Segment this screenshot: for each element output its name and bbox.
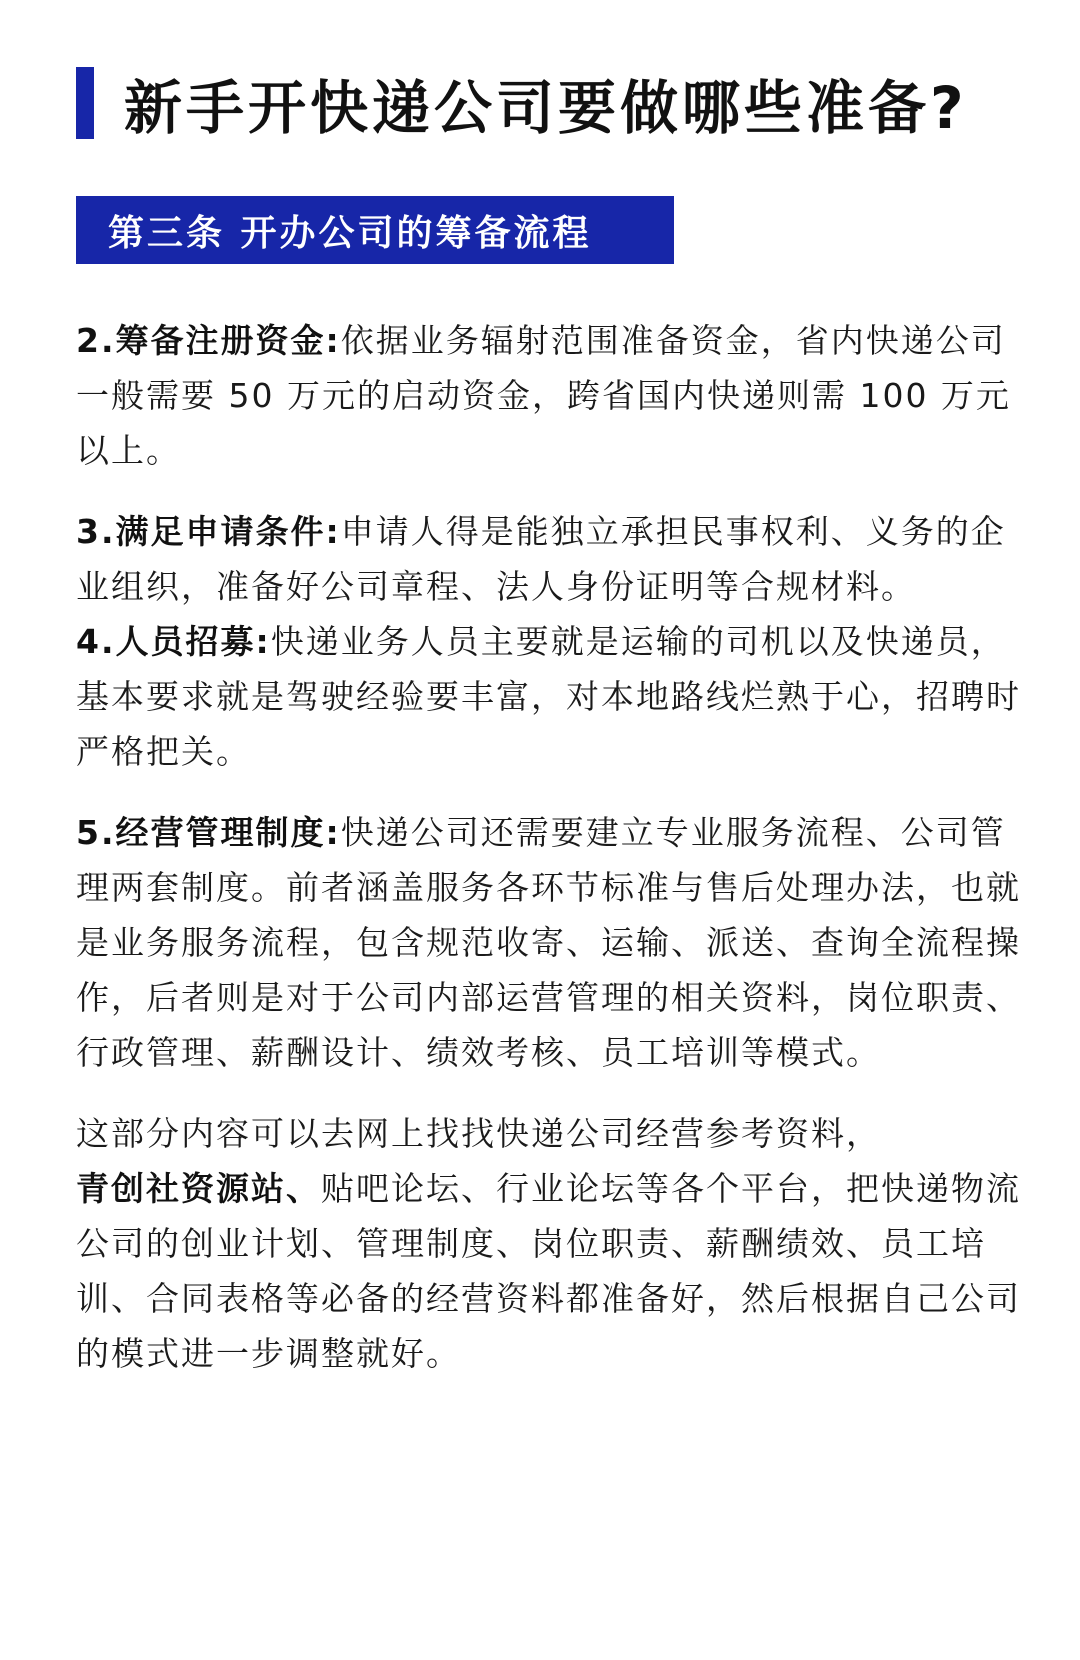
item-text: 快递业务人员主要就是运输的司机以及快递员，基本要求就是驾驶经验要丰富，对本地路线烂熟于心，招聘时严格把关。 <box>76 622 1021 771</box>
item-text: 快递公司还需要建立专业服务流程、公司管理两套制度。前者涵盖服务各环节标准与售后处理办法，也就是业务服务流程，包含规范收寄、运输、派送、查询全流程操作，后者则是对于公司内部运营管理的相关资料，岗位职责、行政管理、薪酬设计、绩效考核、员工培训等模式。 <box>76 813 1021 1072</box>
closing-paragraph <box>76 1106 1024 1381</box>
item-label: 3.满足申请条件: <box>76 512 341 551</box>
item-label: 4.人员招募: <box>76 622 271 661</box>
item-management-system <box>76 805 1024 1080</box>
item-text: 依据业务辐射范围准备资金，省内快递公司一般需要 50 万元的启动资金，跨省国内快递则需 100 万元以上。 <box>76 321 1011 470</box>
closing-highlight: 青创社资源站、 <box>76 1169 321 1208</box>
closing-intro: 这部分内容可以去网上找找快递公司经营参考资料， <box>76 1114 881 1153</box>
page-title: 新手开快递公司要做哪些准备? <box>124 74 968 142</box>
article-content <box>76 313 1024 1381</box>
title-accent-bar <box>76 67 94 139</box>
item-registered-capital <box>76 313 1024 478</box>
section-banner-text: 第三条 开办公司的筹备流程 <box>108 212 592 254</box>
section-banner <box>76 196 674 264</box>
item-label: 5.经营管理制度: <box>76 813 341 852</box>
closing-text: 贴吧论坛、行业论坛等各个平台，把快递物流公司的创业计划、管理制度、岗位职责、薪酬绩效、员工培训、合同表格等必备的经营资料都准备好，然后根据自己公司的模式进一步调整就好。 <box>76 1169 1021 1373</box>
item-text: 申请人得是能独立承担民事权利、义务的企业组织，准备好公司章程、法人身份证明等合规材料。 <box>76 512 1006 606</box>
item-application-conditions <box>76 504 1024 614</box>
item-staff-recruitment <box>76 614 1024 779</box>
item-label: 2.筹备注册资金: <box>76 321 341 360</box>
title-row <box>76 66 968 140</box>
